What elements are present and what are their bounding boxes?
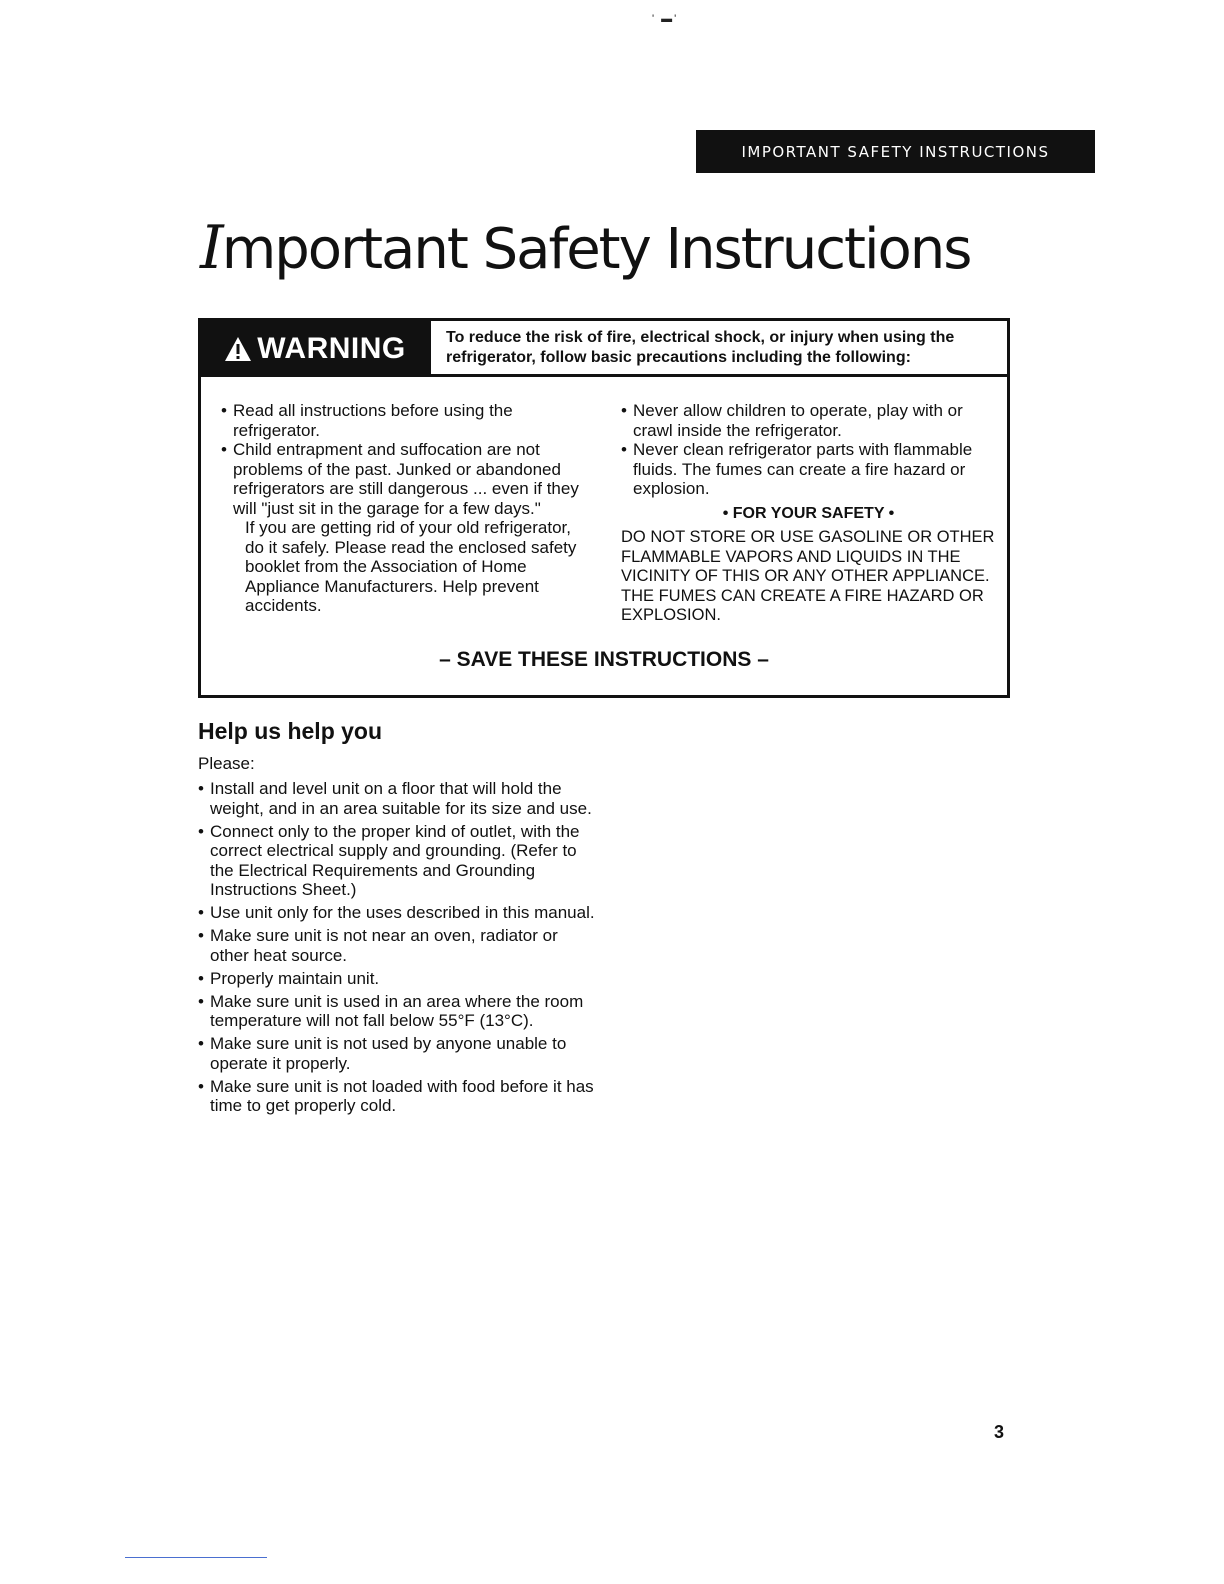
bullet-dot: • xyxy=(198,1034,204,1053)
save-instructions-line: – SAVE THESE INSTRUCTIONS – xyxy=(439,648,769,671)
list-item: • Use unit only for the uses described in this manual. xyxy=(198,903,595,922)
list-item: • Never clean refrigerator parts with flammable fluids. The fumes can create a fire hazard or explosion. xyxy=(621,440,973,498)
page-title xyxy=(200,213,971,283)
help-list xyxy=(198,779,598,1119)
page-number: 3 xyxy=(994,1422,1005,1442)
list-item: • Make sure unit is not used by anyone unable to operate it properly. xyxy=(198,1034,567,1073)
warning-label-text: WARNING xyxy=(257,332,406,365)
bullet-dot: • xyxy=(621,440,627,459)
left-continuation: If you are getting rid of your old refrigerator, do it safely. Please read the enclosed safety booklet from the Association of Home Appliance Manufacturers. Help prevent accidents. xyxy=(245,518,577,615)
list-item: • Never allow children to operate, play with or crawl inside the refrigerator. xyxy=(621,401,963,440)
list-item: • Properly maintain unit. xyxy=(198,968,380,988)
bullet-dot: • xyxy=(198,991,204,1011)
warning-triangle-icon xyxy=(223,335,253,363)
bullet-dot: • xyxy=(198,1076,204,1096)
safety-text: DO NOT STORE OR USE GASOLINE OR OTHER FLAMMABLE VAPORS AND LIQUIDS IN THE VICINITY OF THIS OR ANY OTHER APPLIANCE. THE FUMES CAN CREATE A FIRE HAZARD OR EXPLOSION. xyxy=(621,528,995,624)
bullet-dot: • xyxy=(198,968,204,988)
bottom-rule xyxy=(125,1557,267,1558)
safety-heading: • FOR YOUR SAFETY • xyxy=(722,504,895,522)
list-item: • Read all instructions before using the refrigerator. xyxy=(221,401,513,440)
bullet-dot: • xyxy=(221,440,227,459)
help-please: Please: xyxy=(198,754,255,773)
bullet-dot: • xyxy=(221,401,227,420)
bullet-dot: • xyxy=(198,779,204,798)
help-title: Help us help you xyxy=(198,718,383,744)
bullet-dot: • xyxy=(198,926,204,945)
list-item: • Connect only to the proper kind of outlet, with the correct electrical supply and grounding. (Refer to the Electrical Requirements and Grounding Instructions Sheet.) xyxy=(198,821,580,899)
title-rest: mportant Safety Instructions xyxy=(221,217,971,282)
warning-box xyxy=(198,318,1010,698)
bullet-dot: • xyxy=(198,821,204,841)
warning-intro: To reduce the risk of fire, electrical shock, or injury when using the refrigerator, follow basic precautions including the following: xyxy=(428,321,1007,377)
top-mark: ' ▬' xyxy=(652,13,679,25)
section-header-tab: IMPORTANT SAFETY INSTRUCTIONS xyxy=(696,130,1095,173)
list-item: • Make sure unit is not near an oven, radiator or other heat source. xyxy=(198,926,558,965)
bullet-dot: • xyxy=(198,903,204,922)
list-item: • Child entrapment and suffocation are not problems of the past. Junked or abandoned refrigerators are still dangerous ... even if they will "just sit in the garage for a few days." xyxy=(221,440,579,518)
list-item: • Install and level unit on a floor that will hold the weight, and in an area suitable for its size and use. xyxy=(198,779,592,818)
warning-label xyxy=(201,321,428,377)
warning-right-column xyxy=(621,401,996,626)
bullet-dot: • xyxy=(621,401,627,420)
list-item: • Make sure unit is not loaded with food before it has time to get properly cold. xyxy=(198,1076,594,1115)
warning-left-column xyxy=(221,401,581,616)
title-initial: I xyxy=(200,213,222,283)
list-item: • Make sure unit is used in an area where the room temperature will not fall below 55°F (13°C). xyxy=(198,991,584,1030)
